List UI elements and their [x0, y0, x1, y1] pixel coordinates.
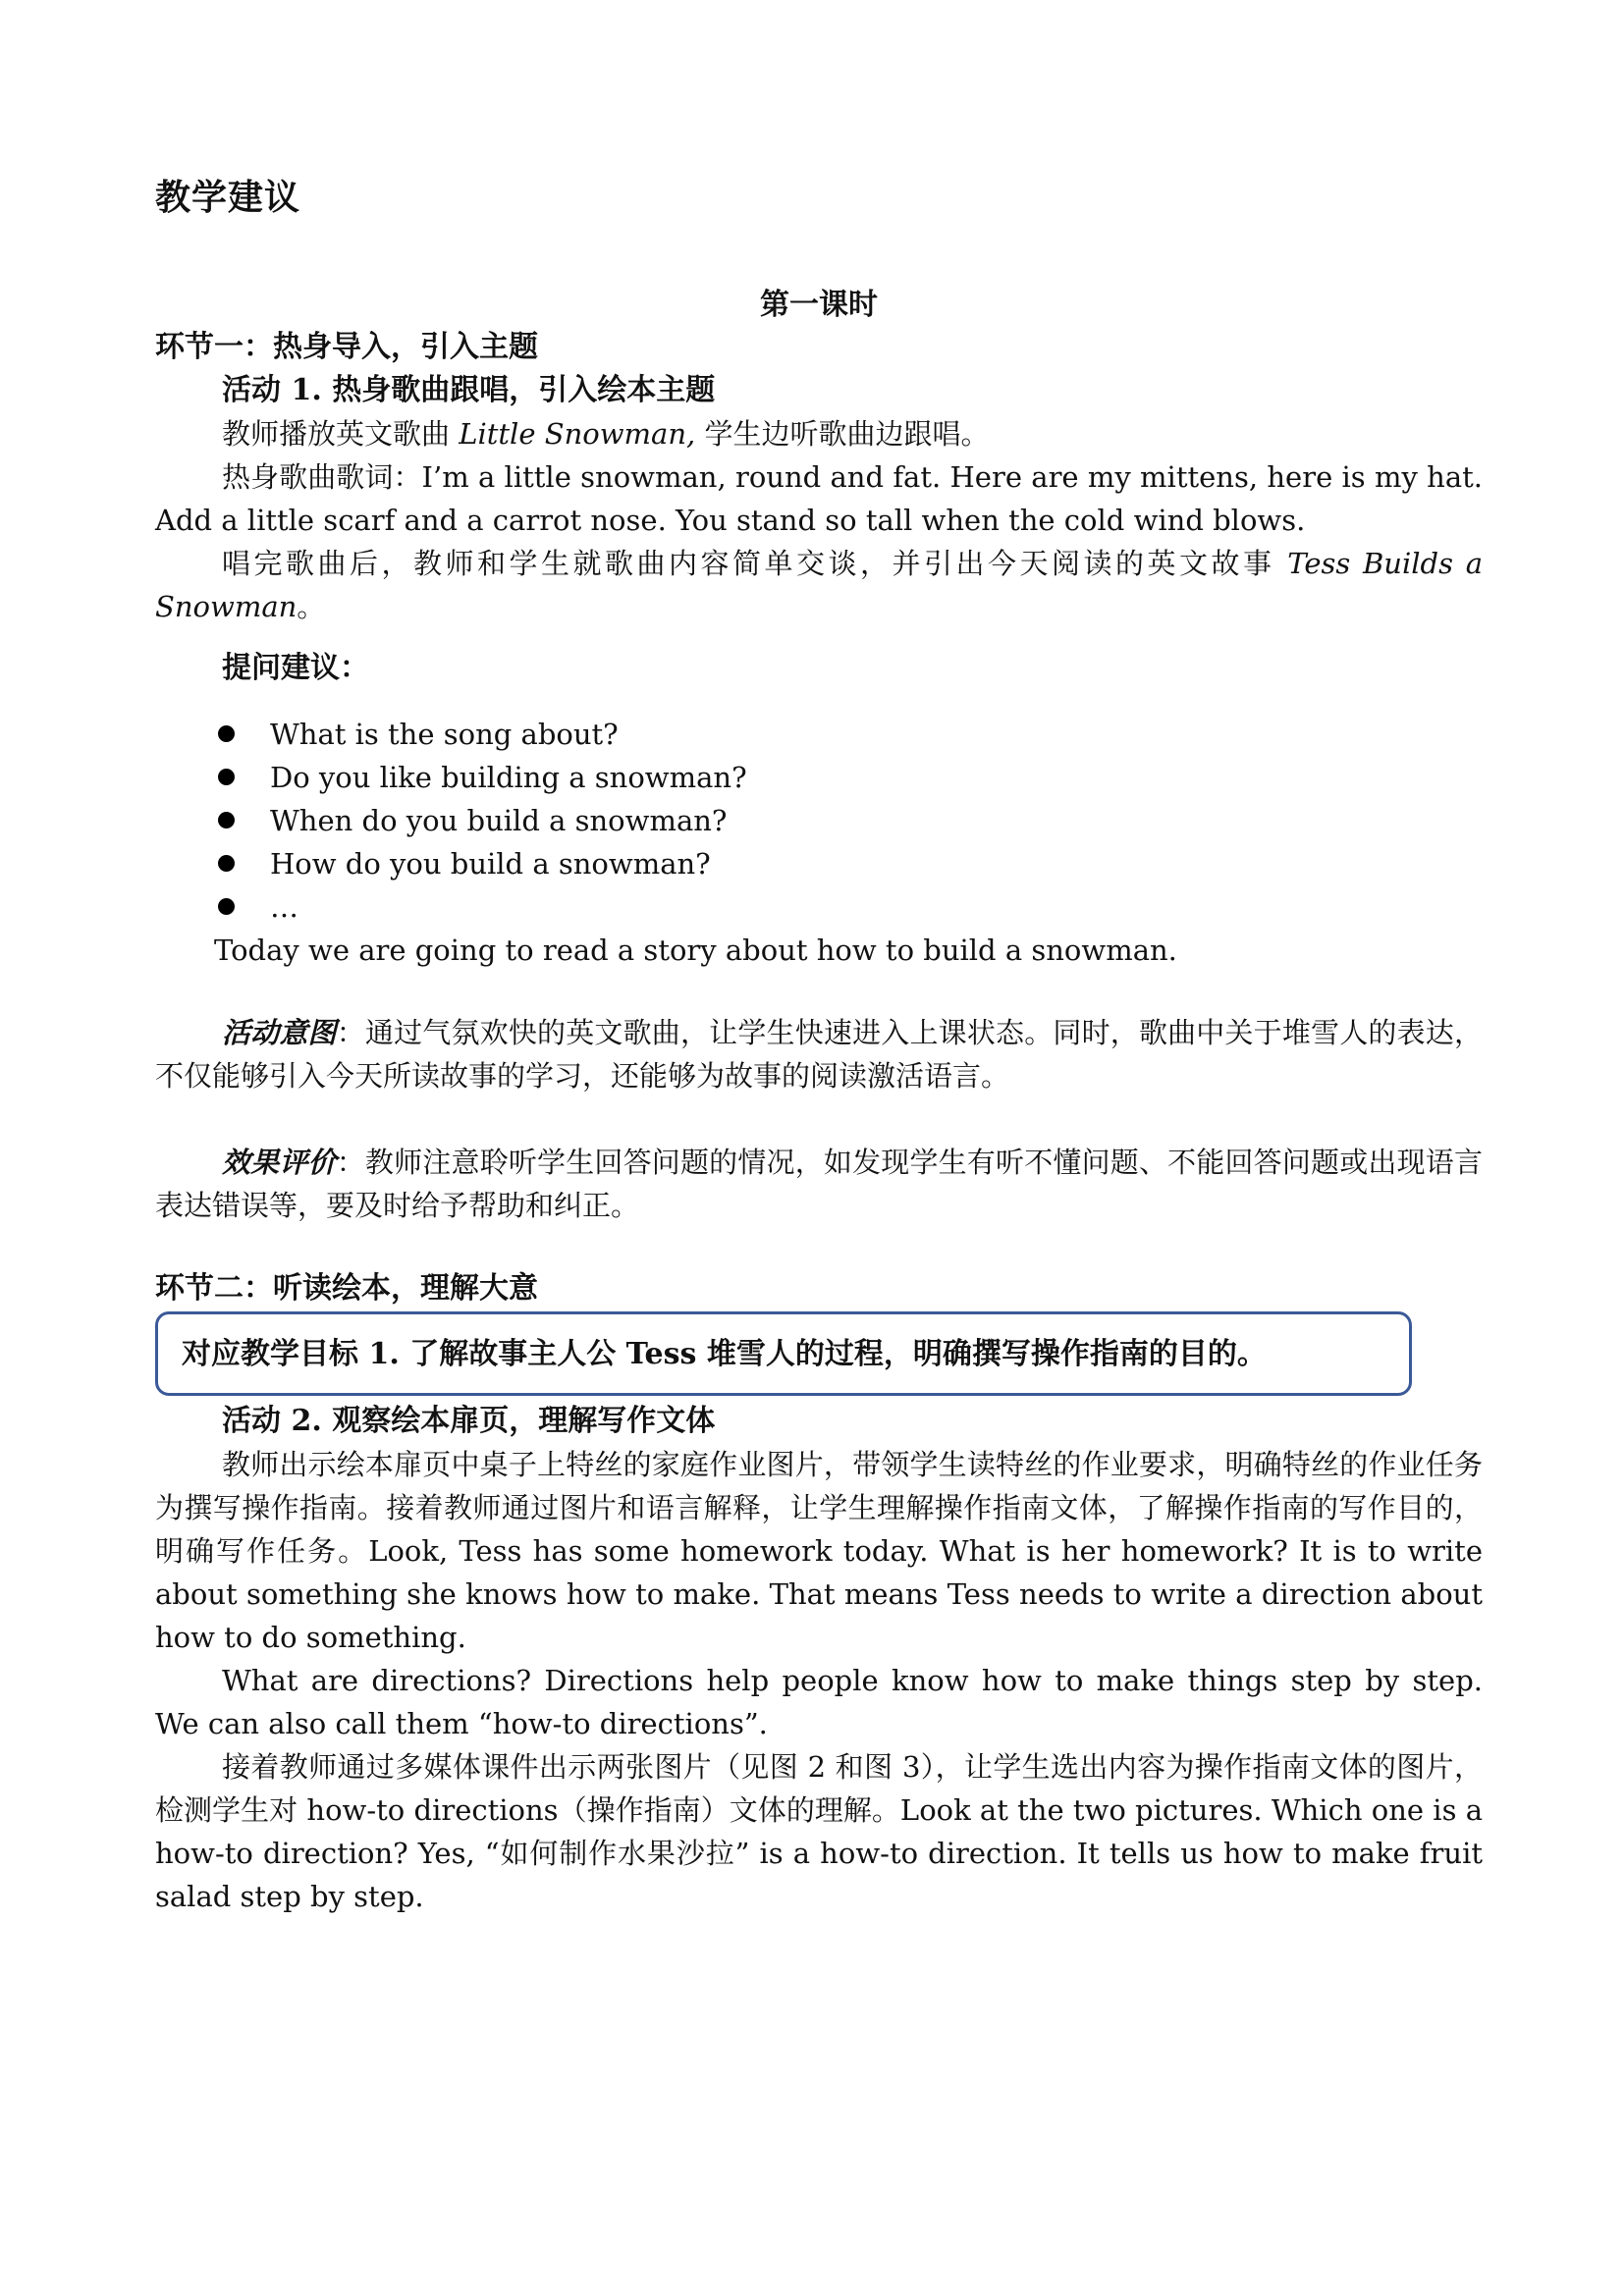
activity2-paragraph-3: 接着教师通过多媒体课件出示两张图片（见图 2 和图 3），让学生选出内容为操作指南文体的图片，检测学生对 how-to directions（操作指南）文体的理解。Look at the two pictures. Which one is a how-to direction? Yes, “如何制作水果沙拉” is a how-to direction. It tells us how to make fruit salad step by step. [155, 1750, 1483, 1913]
question-text: When do you build a snowman? [270, 804, 728, 837]
list-item [218, 885, 298, 929]
bullet-icon [218, 898, 235, 915]
activity2-heading: 活动 2. 观察绘本扉页，理解写作文体 [222, 1404, 716, 1438]
list-item [218, 842, 711, 885]
intent-text: ：通过气氛欢快的英文歌曲，让学生快速进入上课状态。同时，歌曲中关于堆雪人的表达，不仅能够引入今天所读故事的学习，还能够为故事的阅读激活语言。 [155, 1016, 1483, 1093]
list-item [218, 713, 619, 756]
list-item [218, 799, 727, 842]
activity2-paragraph-2: What are directions? Directions help people know how to make things step by step. We can also call them “how-to directions”. [155, 1664, 1483, 1740]
bullet-icon [218, 769, 235, 785]
song-title: Little Snowman, [459, 417, 696, 451]
text: 唱完歌曲后，教师和学生就歌曲内容简单交谈，并引出今天阅读的英文故事 [222, 547, 1288, 580]
bullet-icon [218, 855, 235, 872]
activity1-evaluation [155, 1141, 1483, 1227]
text: 学生边听歌曲边跟唱。 [695, 417, 990, 451]
teaching-goal-box [155, 1311, 1412, 1396]
question-text: … [270, 890, 298, 924]
stage1-heading: 环节一：热身导入，引入主题 [155, 330, 538, 364]
activity1-heading: 活动 1. 热身歌曲跟唱，引入绘本主题 [222, 373, 716, 407]
list-item [218, 756, 747, 799]
evaluation-text: ：教师注意聆听学生回答问题的情况，如发现学生有听不懂问题、不能回答问题或出现语言表达错误等，要及时给予帮助和纠正。 [155, 1146, 1483, 1222]
stage2-heading: 环节二：听读绘本，理解大意 [155, 1271, 538, 1306]
text: 。 [297, 590, 326, 623]
question-text: Do you like building a snowman? [270, 761, 747, 794]
activity1-summary [155, 542, 1483, 628]
teaching-goal-text: 对应教学目标 1. 了解故事主人公 Tess 堆雪人的过程，明确撰写操作指南的目的。 [182, 1337, 1267, 1371]
intent-label: 活动意图 [222, 1016, 337, 1049]
evaluation-label: 效果评价 [222, 1146, 337, 1179]
question-text: What is the song about? [270, 718, 619, 751]
text: 教师播放英文歌曲 [222, 417, 460, 451]
story-title: Tess Builds a Snowman [155, 547, 1483, 623]
questions-label: 提问建议： [222, 651, 369, 685]
song-lyrics: 热身歌曲歌词：I’m a little snowman, round and fat. Here are my mittens, here is my hat. Add a little scarf and a carrot nose. You stand so tall when the cold wind blows. [155, 460, 1483, 537]
activity2-paragraph-1: 教师出示绘本扉页中桌子上特丝的家庭作业图片，带领学生读特丝的作业要求，明确特丝的作业任务为撰写操作指南。接着教师通过图片和语言解释，让学生理解操作指南文体，了解操作指南的写作目的，明确写作任务。Look, Tess has some homework today. What is her homework? It is to write about something she knows how to make. That means Tess needs to write a direction about how to do something. [155, 1448, 1483, 1654]
lesson-heading: 第一课时 [760, 288, 878, 322]
bullet-icon [218, 812, 235, 828]
page-title: 教学建议 [155, 178, 301, 218]
activity1-intent [155, 1011, 1483, 1097]
question-text: How do you build a snowman? [270, 847, 711, 881]
activity1-paragraph [155, 412, 1483, 455]
bullet-icon [218, 725, 235, 742]
today-sentence: Today we are going to read a story about how to build a snowman. [214, 934, 1177, 967]
